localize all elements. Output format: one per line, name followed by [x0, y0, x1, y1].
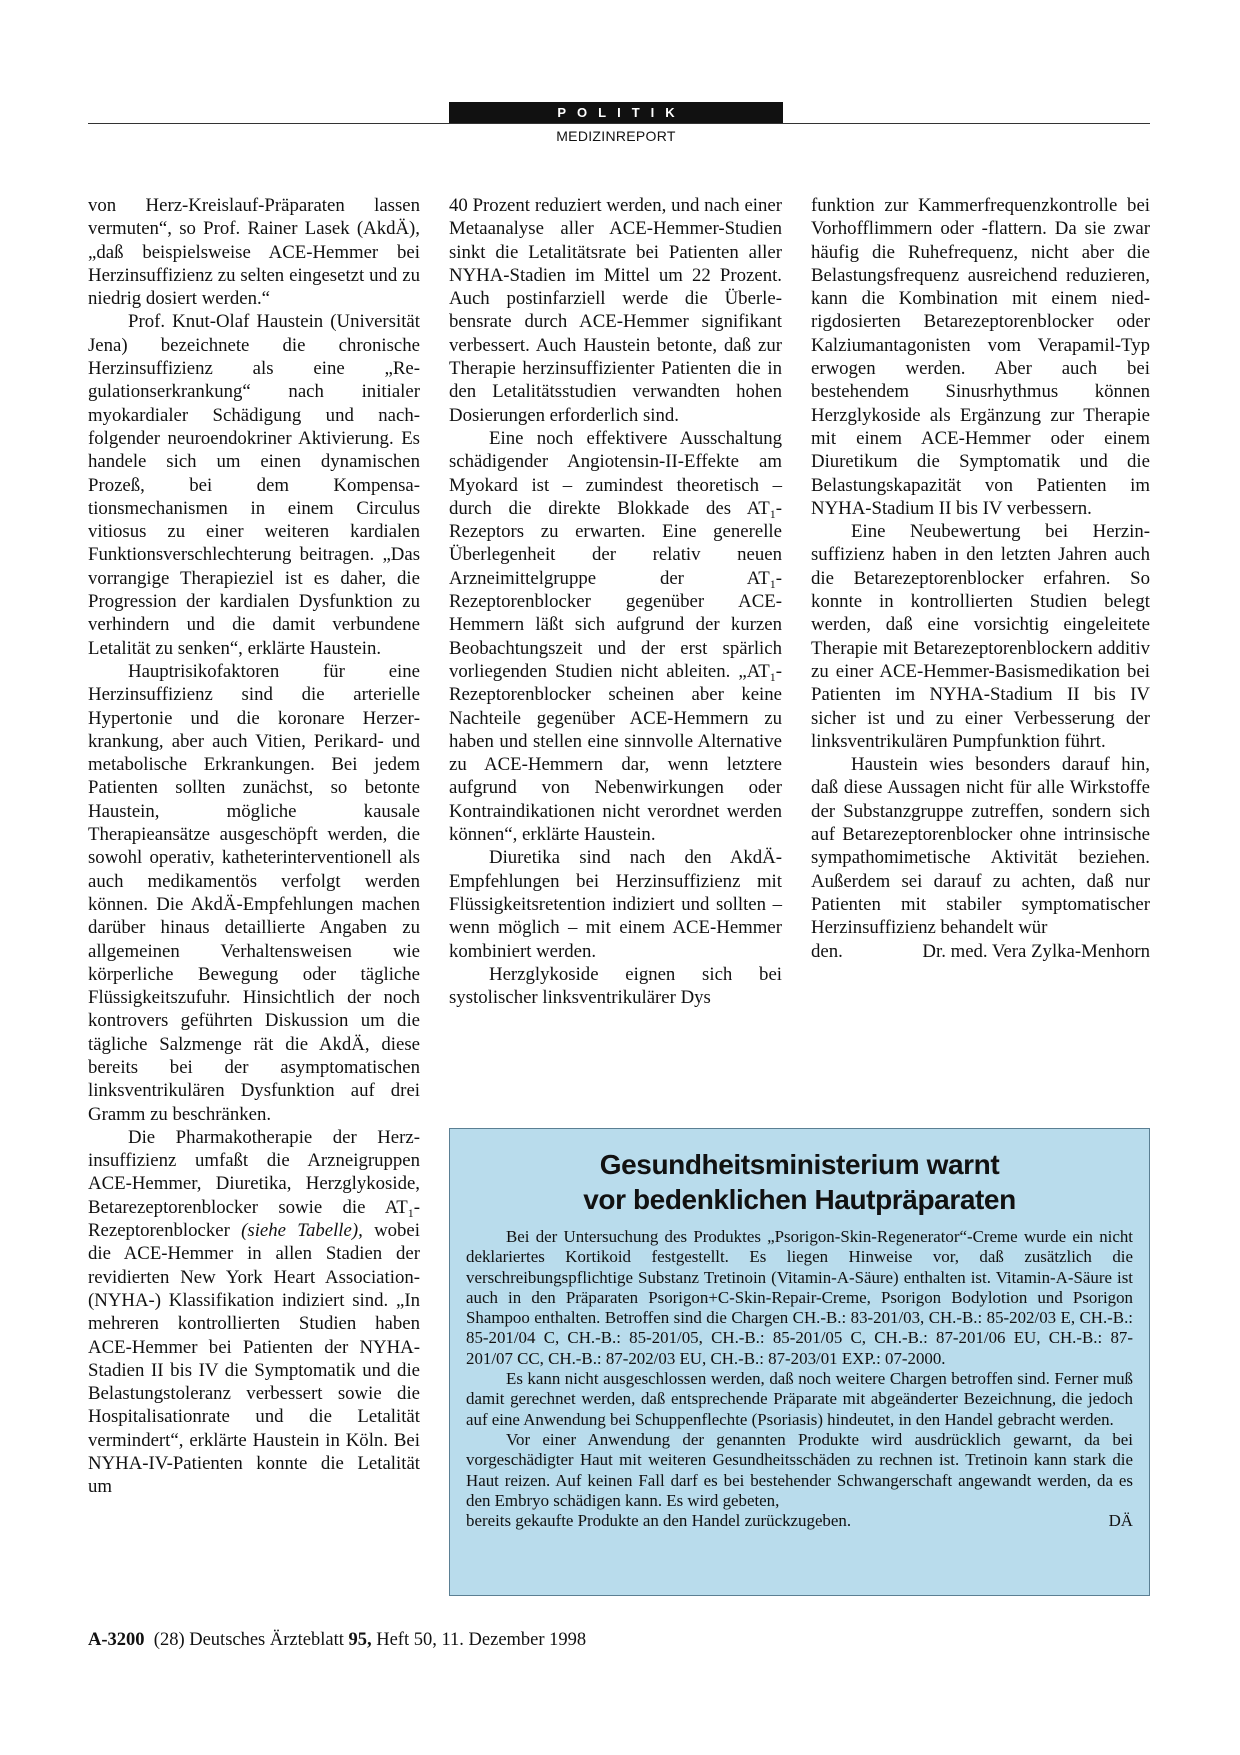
paragraph: Diuretika sind nach den AkdÄ-Empfehlungen bei Herzinsuffizienz mit Flüssigkeitsretention indiziert und sollten – wenn möglich – mit einem ACE-Hemmer kombiniert werden.	[449, 847, 782, 962]
paragraph: Herzglykoside eignen sich bei systolischer linksventrikulärer Dys	[449, 963, 782, 1009]
info-box	[449, 1128, 1150, 1596]
box-paragraph: Vor einer Anwendung der genannten Produkte wird ausdrücklich gewarnt, da bei vorgeschädigter Haut mit weiteren Gesundheitsschäden zu rechnen ist. Tretinoin kann stark die Haut reizen. Auf keinen Fall darf es bei bestehender Schwangerschaft angewandt werden, da es den Embryo schädigen kann. Es wird gebeten,	[466, 1429, 1133, 1510]
author-byline: Dr. med. Vera Zylka-Menhorn	[922, 940, 1150, 962]
paragraph	[449, 427, 782, 846]
box-closing-line	[466, 1511, 1133, 1531]
text-run: bereits gekaufte Produkte an den Handel zurückzugeben.	[466, 1511, 852, 1531]
paragraph: funktion zur Kammerfrequenzkontrolle bei Vorhofflimmern oder -flattern. Da sie zwar häufig die Ruhefrequenz, nicht aber die Belastungsfrequenz ausreichend reduzieren, kann die Kombination mit einem niedrigdosierten Betarezeptorenblocker oder Kalziumantagonisten vom Verapamil-Typ erwogen werden. Aber auch bei bestehendem Sinusrhythmus können Herzglykoside als Ergänzung zur Therapie mit einem ACE-Hemmer oder einem Diuretikum die Symptomatik und die Belastungskapazität von Patienten im NYHA-Stadium II bis IV verbessern.	[811, 195, 1150, 519]
text-run: -Rezeptorenblocker	[88, 1196, 420, 1242]
subsection-label: MEDIZINREPORT	[556, 128, 676, 144]
table-reference: (siehe Tabelle),	[241, 1220, 363, 1242]
page-footer	[88, 1630, 586, 1651]
closing-line	[811, 940, 1150, 963]
box-title	[466, 1147, 1133, 1217]
text-run: -Rezeptorenblocker gegenüber ACE-Hemmern läßt sich aufgrund der kurzen Beobachtungszeit und der erst spärlich vorliegenden Studien nicht ableiten. „AT	[449, 567, 782, 682]
article-column-3	[811, 194, 1150, 963]
paragraph: Eine Neubewertung bei Herzinsuffizienz haben in den letzten Jahren auch die Betarezeptorenblocker erfahren. So konnte in kontrollierten Studien belegt werden, daß eine vorsichtig eingeleitete Therapie mit Betarezeptorenblockern additiv zu einer ACE-Hemmer-Basismedikation bei Patienten im NYHA-Stadium II bis IV sicher ist und zu einer Verbesserung der linksventrikulären Pumpfunktion führt.	[811, 521, 1150, 752]
text-run: Die Pharmakotherapie der Herzinsuffizienz umfaßt die Arzneigruppen ACE-Hemmer, Diuretika, Herzglykoside, Betarezeptorenblocker sowie die AT	[88, 1126, 420, 1218]
issue-date: Heft 50, 11. Dezember 1998	[376, 1630, 587, 1650]
paragraph: von Herz-Kreislauf-Präparaten lassen vermuten“, so Prof. Rainer Lasek (AkdÄ), „daß beispielsweise ACE-Hemmer bei Herzinsuffizienz zu selten eingesetzt und zu niedrig dosiert werden.“	[88, 195, 420, 310]
box-paragraph: Es kann nicht ausgeschlossen werden, daß noch weitere Chargen betroffen sind. Ferner muß damit gerechnet werden, daß entsprechende Präparate mit abgeänderter Bezeichnung, die jedoch auf eine Anwendung bei Schuppenflechte (Psoriasis) hindeutet, in den Handel gebracht werden.	[466, 1369, 1133, 1429]
box-paragraph: Bei der Untersuchung des Produktes „Psorigon-Skin-Regenerator“-Creme wurde ein nicht deklariertes Kortikoid festgestellt. Es liegen Hinweise vor, daß zusätzlich die verschreibungspflichtige Substanz Tretinoin (Vitamin-A-Säure) enthalten ist. Vitamin-A-Säure ist auch in den Präparaten Psorigon+C-Skin-Repair-Creme, Psorigon Bodylotion und Psorigon Shampoo enthalten. Betroffen sind die Chargen CH.-B.: 83-201/03, CH.-B.: 85-202/03 E, CH.-B.: 85-201/04 C, CH.-B.: 85-201/05, CH.-B.: 85-201/05 C, CH.-B.: 87-201/06 EU, CH.-B.: 87-201/07 CC, CH.-B.: 87-202/03 EU, CH.-B.: 87-203/01 EXP.: 07-2000.	[466, 1227, 1133, 1368]
text-run: wobei die ACE-Hemmer in allen Stadien der revidierten New York Heart Association-(NYHA-) Klassifikation indiziert sind. „In mehreren kontrollierten Studien haben ACE-Hemmer bei Patienten der NYHA-Stadien II bis IV die Symptomatik und die Belastungstoleranz verbessert sowie die Hospitalisationrate und die Letalität vermindert“, erklärte Haustein in Köln. Bei NYHA-IV-Patienten konnte die Letalität um	[88, 1220, 420, 1498]
subscript: 1	[769, 506, 776, 521]
subscript: 1	[769, 576, 776, 591]
page-code: A-3200	[88, 1630, 145, 1650]
text-run: den.	[811, 940, 843, 962]
paragraph: Prof. Knut-Olaf Haustein (Universität Jena) bezeichnete die chronische Herzinsuffizienz als eine „Regulationserkrankung“ nach initialer myokardialer Schädigung und nachfolgender neuroendokriner Aktivierung. Es handele sich um einen dynamischen Prozeß, bei dem Kompensationsmechanismen in einem Circulus vitiosus zu einer weiteren kardialen Funktionsverschlechterung beitragen. „Das vorrangige Therapieziel ist es daher, die Progression der kardialen Dysfunktion zu verhindern und die damit verbundene Letalität zu senken“, erklärte Haustein.	[88, 311, 420, 659]
text-run: -Rezeptors zu erwarten. Eine generelle Überlegenheit der relativ neuen Arzneimittelgruppe der AT	[449, 497, 782, 589]
paragraph	[88, 1126, 420, 1499]
subscript: 1	[769, 669, 776, 684]
section-label: POLITIK	[449, 102, 783, 123]
box-title-line: vor bedenklichen Hautpräparaten	[583, 1184, 1016, 1215]
text-run: Eine noch effektivere Ausschaltung schädigender Angiotensin-II-Effekte am Myokard ist – zumindest theoretisch – durch die direkte Blokkade des AT	[449, 427, 782, 519]
paragraph: Haustein wies besonders darauf hin, daß diese Aussagen nicht für alle Wirkstoffe der Substanzgruppe zutreffen, sondern sich auf Betarezeptorenblocker ohne intrinsische sympathomimetische Aktivität beziehen. Außerdem sei darauf zu achten, daß nur Patienten mit stabiler symptomatischer Herzinsuffizienz behandelt wür	[811, 754, 1150, 939]
box-title-line: Gesundheitsministerium warnt	[599, 1149, 1000, 1180]
text-run: -Rezeptorenblocker scheinen aber keine Nachteile gegenüber ACE-Hemmern zu haben und stellen eine sinnvolle Alternative zu ACE-Hemmern dar, wenn letztere aufgrund von Nebenwirkungen oder Kontraindikationen nicht verordnet werden können“, erklärte Haustein.	[449, 660, 782, 846]
article-column-2	[449, 194, 782, 1009]
paragraph: Hauptrisikofaktoren für eine Herzinsuffizienz sind die arterielle Hypertonie und die koronare Herzerkrankung, aber auch Vitien, Perikard- und metabolische Erkrankungen. Bei jedem Patienten sollten zunächst, so betonte Haustein, mögliche kausale Therapieansätze ausgeschöpft werden, die sowohl operativ, katheterinterventionell als auch medikamentös verfolgt werden können. Die AkdÄ-Empfehlungen machen darüber hinaus detaillierte Angaben zu allgemeinen Verhaltensweisen wie körperliche Bewegung oder tägliche Flüssigkeitszufuhr. Hinsichtlich der noch kontrovers geführten Diskussion um die tägliche Salzmenge rät die AkdÄ, diese bereits bei der asymptomatischen linksventrikulären Dysfunktion auf drei Gramm zu beschränken.	[88, 660, 420, 1125]
header-rule	[88, 123, 1150, 124]
volume-number: 95,	[348, 1630, 372, 1650]
article-column-1	[88, 194, 420, 1499]
paragraph: 40 Prozent reduziert werden, und nach einer Metaanalyse aller ACE-Hemmer-Studien sinkt die Letalitätsrate bei Patienten aller NYHA-Stadien im Mittel um 22 Prozent. Auch postinfarziell werde die Überlebensrate durch ACE-Hemmer signifikant verbessert. Auch Haustein betonte, daß zur Therapie herzinsuffizienter Patienten die in den Letalitätsstudien verwandten hohen Dosierungen erforderlich sind.	[449, 195, 782, 426]
box-signature: DÄ	[1108, 1511, 1133, 1531]
publication-details: (28) Deutsches Ärzteblatt	[153, 1630, 344, 1650]
subscript: 1	[407, 1205, 414, 1220]
